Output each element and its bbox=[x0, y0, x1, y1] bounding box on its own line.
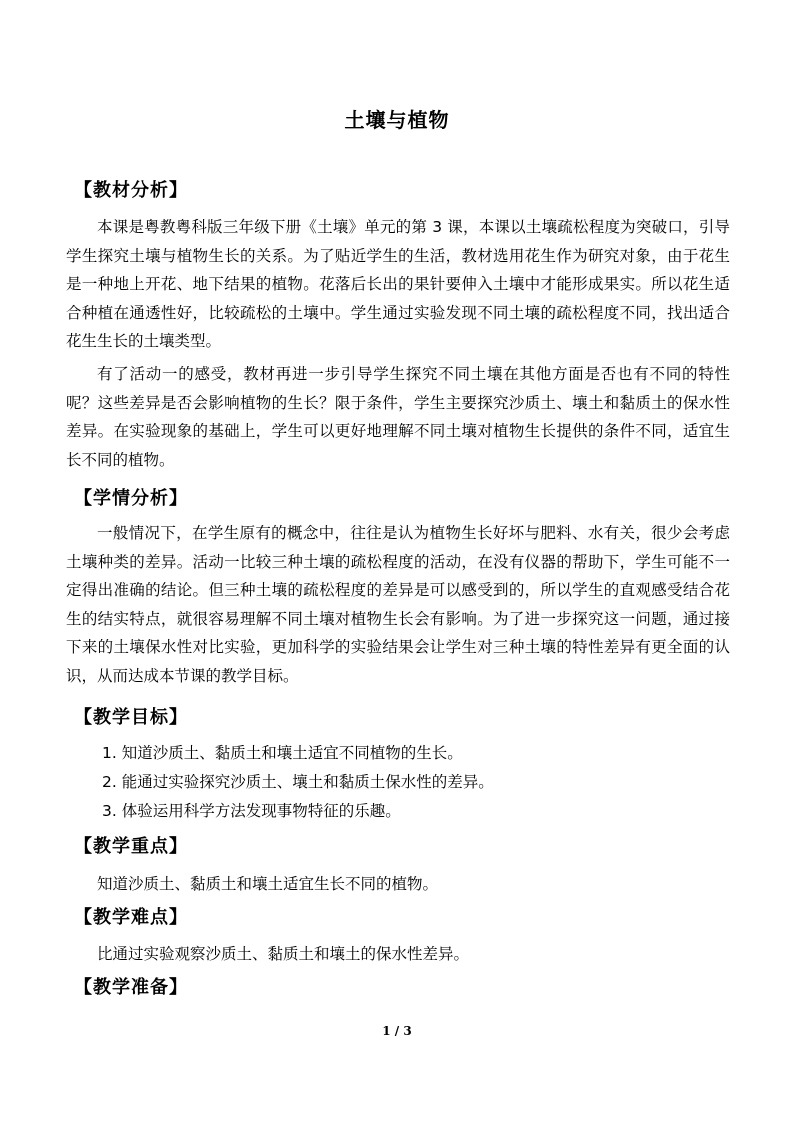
section-heading-key-points: 【教学重点】 bbox=[74, 836, 188, 857]
key-points-text: 知道沙质土、黏质土和壤土适宜生长不同的植物。 bbox=[97, 875, 439, 893]
section-heading-goals: 【教学目标】 bbox=[74, 707, 188, 728]
material-paragraph-2: 有了活动一的感受，教材再进一步引导学生探究不同土壤在其他方面是否也有不同的特性呢？这些差异是否会影响植物的生长？限于条件，学生主要探究沙质土、壤土和黏质土的保水性差异。在实验现象的基础上，学生可以更好地理解不同土壤对植物生长提供的条件不同，适宜生长不同的植物。 bbox=[66, 365, 730, 469]
section-heading-students: 【学情分析】 bbox=[74, 488, 188, 509]
goal-item-2: 2. 能通过实验探究沙质土、壤土和黏质土保水性的差异。 bbox=[102, 773, 494, 791]
goal-item-3: 3. 体验运用科学方法发现事物特征的乐趣。 bbox=[102, 802, 401, 820]
document-title: 土壤与植物 bbox=[344, 108, 450, 132]
difficulties-text: 比通过实验观察沙质土、黏质土和壤土的保水性差异。 bbox=[97, 945, 470, 963]
section-heading-material: 【教材分析】 bbox=[74, 180, 188, 201]
page-number: 1 / 3 bbox=[382, 1024, 412, 1038]
section-heading-preparation: 【教学准备】 bbox=[74, 977, 188, 998]
section-heading-difficulties: 【教学难点】 bbox=[74, 907, 188, 928]
goal-item-1: 1. 知道沙质土、黏质土和壤土适宜不同植物的生长。 bbox=[102, 744, 463, 762]
material-paragraph-1: 本课是粤教粤科版三年级下册《土壤》单元的第 3 课，本课以土壤疏松程度为突破口，引导学生探究土壤与植物生长的关系。为了贴近学生的生活，教材选用花生作为研究对象，由于花生是一种地上开花、地下结果的植物。花落后长出的果针要伸入土壤中才能形成果实。所以花生适合种植在通透性好，比较疏松的土壤中。学生通过实验发现不同土壤的疏松程度不同，找出适合花生生长的土壤类型。 bbox=[66, 218, 730, 350]
students-paragraph-1: 一般情况下，在学生原有的概念中，往往是认为植物生长好坏与肥料、水有关，很少会考虑土壤种类的差异。活动一比较三种土壤的疏松程度的活动，在没有仪器的帮助下，学生可能不一定得出准确的结论。但三种土壤的疏松程度的差异是可以感受到的，所以学生的直观感受结合花生的结实特点，就很容易理解不同土壤对植物生长会有影响。为了进一步探究这一问题，通过接下来的土壤保水性对比实验，更加科学的实验结果会让学生对三种土壤的特性差异有更全面的认识，从而达成本节课的教学目标。 bbox=[66, 524, 730, 685]
